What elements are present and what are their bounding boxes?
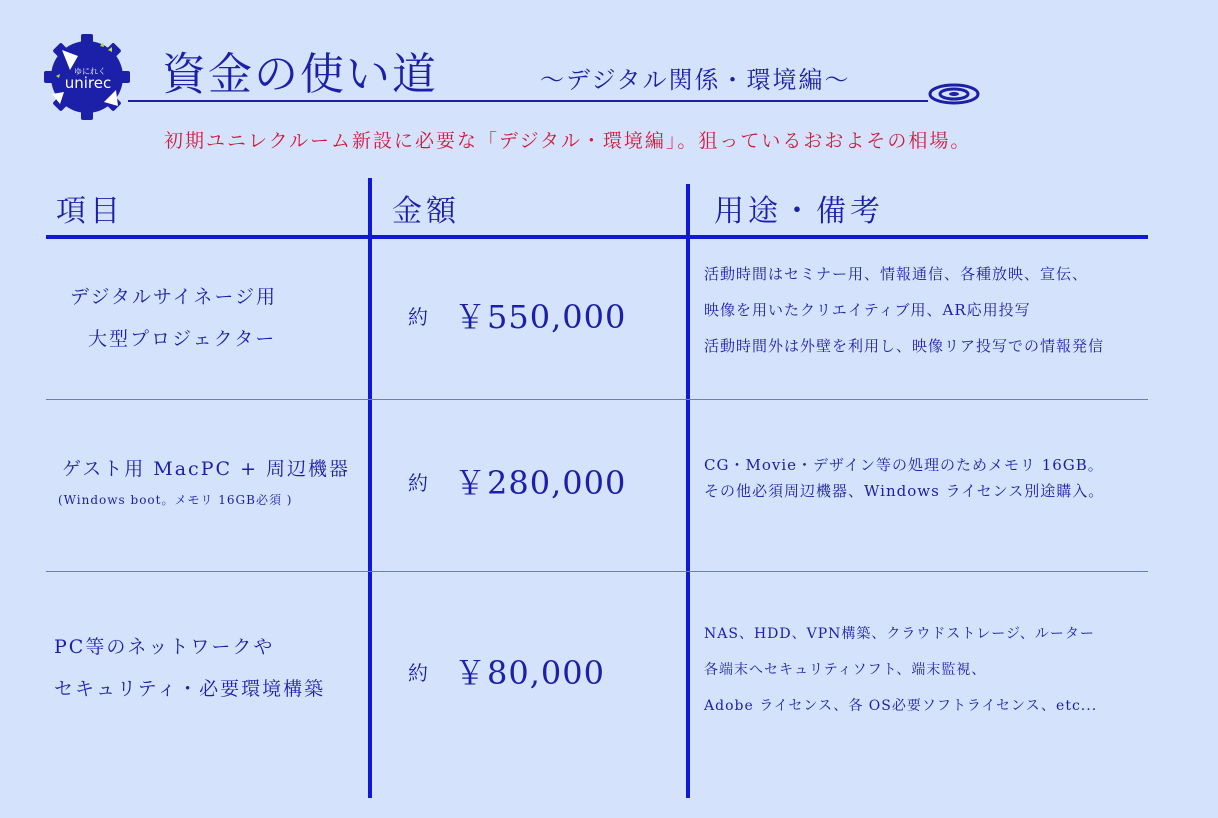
- item-line: PC等のネットワークや: [54, 636, 275, 658]
- item-line: デジタルサイネージ用: [70, 286, 277, 308]
- note-line: Adobe ライセンス、各 OS必要ソフトライセンス、etc...: [704, 698, 1098, 714]
- note-line: NAS、HDD、VPN構築、クラウドストレージ、ルーター: [704, 626, 1095, 642]
- row-divider: [46, 571, 1148, 572]
- note-line: CG・Movie・デザイン等の処理のためメモリ 16GB。: [704, 456, 1104, 474]
- logo-text: unirec: [64, 74, 112, 92]
- column-header-notes: 用途・備考: [714, 194, 884, 229]
- table-row-item: [70, 276, 277, 360]
- column-divider: [686, 184, 690, 798]
- note-line: 映像を用いたクリエイティブ用、AR応用投写: [704, 301, 1031, 319]
- table-row-notes: [704, 452, 1104, 504]
- swirl-ornament: [922, 80, 982, 108]
- table-row-item: [54, 626, 325, 710]
- note-line: 活動時間はセミナー用、情報通信、各種放映、宣伝、: [704, 265, 1089, 283]
- table-row-amount: [408, 458, 626, 504]
- logo-small-text: ゆにれく: [74, 67, 106, 76]
- table-row-amount: [408, 292, 626, 338]
- intro-text: 初期ユニレクルーム新設に必要な「デジタル・環境編」。狙っているおおよその相場。: [164, 130, 972, 152]
- note-line: その他必須周辺機器、Windows ライセンス別途購入。: [704, 482, 1105, 500]
- table-row-item: [58, 448, 351, 510]
- page-subtitle: ～デジタル関係・環境編～: [540, 66, 851, 94]
- title-underline: [128, 100, 928, 102]
- price-amount: ￥550,000: [454, 298, 627, 336]
- row-divider: [46, 399, 1148, 400]
- item-line: 大型プロジェクター: [88, 328, 277, 350]
- page-title: 資金の使い道: [162, 49, 438, 100]
- column-header-amount: 金額: [392, 194, 460, 229]
- unirec-logo: [42, 32, 132, 122]
- table-row-amount: [408, 648, 605, 694]
- header-rule: [46, 235, 1148, 239]
- item-line: ゲスト用 MacPC + 周辺機器: [62, 458, 351, 480]
- column-divider: [368, 178, 372, 798]
- note-line: 各端末へセキュリティソフト、端末監視、: [704, 662, 987, 678]
- table-row-notes: [704, 616, 1097, 724]
- table-row-notes: [704, 256, 1104, 364]
- item-note: (Windows boot。メモリ 16GB必須 ): [58, 493, 293, 507]
- price-amount: ￥80,000: [454, 654, 605, 692]
- price-prefix: 約: [408, 660, 428, 685]
- price-prefix: 約: [408, 304, 428, 329]
- price-prefix: 約: [408, 470, 428, 495]
- item-line: セキュリティ・必要環境構築: [54, 678, 326, 700]
- note-line: 活動時間外は外壁を利用し、映像リア投写での情報発信: [704, 337, 1105, 355]
- price-amount: ￥280,000: [454, 464, 627, 502]
- column-header-item: 項目: [56, 194, 124, 229]
